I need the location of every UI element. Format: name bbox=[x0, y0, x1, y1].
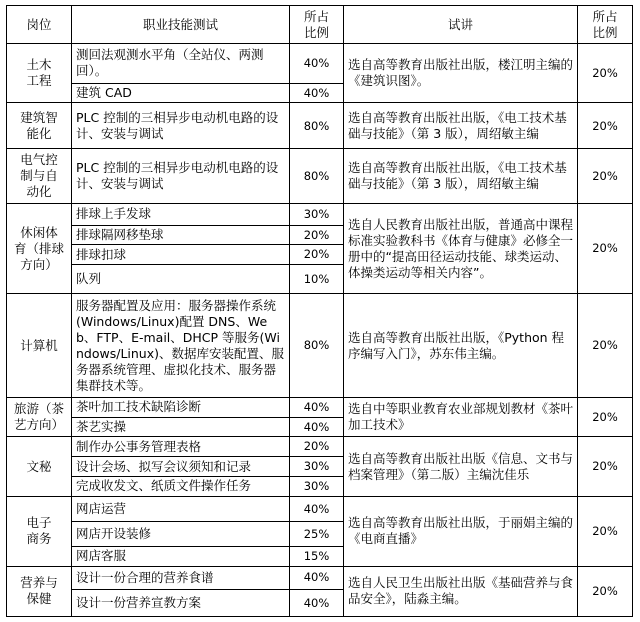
table-body bbox=[7, 44, 633, 617]
skill-ratio-cell: 30% bbox=[290, 477, 344, 497]
header-position: 岗位 bbox=[7, 6, 72, 44]
lecture-ratio-cell: 20% bbox=[578, 149, 633, 203]
table-row bbox=[7, 496, 633, 521]
lecture-ratio-cell: 20% bbox=[578, 437, 633, 496]
skill-ratio-cell: 30% bbox=[290, 457, 344, 477]
lecture-cell: 选自中等职业教育农业部规划教材《茶叶加工技术》 bbox=[344, 397, 578, 437]
position-cell: 土木 工程 bbox=[7, 44, 72, 103]
header-ratio: 所占 比例 bbox=[290, 6, 344, 44]
skill-cell: 设计一份合理的营养食谱 bbox=[72, 566, 290, 589]
table-row bbox=[7, 203, 633, 225]
skill-ratio-cell: 20% bbox=[290, 225, 344, 245]
skill-cell: 排球上手发球 bbox=[72, 203, 290, 225]
lecture-ratio-cell: 20% bbox=[578, 566, 633, 616]
table-row bbox=[7, 44, 633, 84]
table-row bbox=[7, 437, 633, 457]
skill-ratio-cell: 40% bbox=[290, 496, 344, 521]
skill-cell: 建筑 CAD bbox=[72, 83, 290, 103]
position-cell: 文秘 bbox=[7, 437, 72, 496]
lecture-cell: 选自高等教育出版社出版，楼江明主编的《建筑识图》。 bbox=[344, 44, 578, 103]
skill-cell: PLC 控制的三相异步电动机电路的设计、安装与调试 bbox=[72, 103, 290, 149]
skill-ratio-cell: 40% bbox=[290, 83, 344, 103]
lecture-ratio-cell: 20% bbox=[578, 203, 633, 294]
lecture-ratio-cell: 20% bbox=[578, 294, 633, 397]
position-cell: 计算机 bbox=[7, 294, 72, 397]
skill-cell: 设计一份营养宣教方案 bbox=[72, 589, 290, 616]
skill-cell: 制作办公事务管理表格 bbox=[72, 437, 290, 457]
lecture-cell: 选自人民教育出版社出版，普通高中课程标准实验教科书《体育与健康》必修全一册中的“提高田径运动技能、球类运动、体操类运动等相关内容”。 bbox=[344, 203, 578, 294]
skill-cell: 茶艺实操 bbox=[72, 417, 290, 437]
lecture-cell: 选自高等教育出版社出版，《Python 程序编写入门》，苏东伟主编。 bbox=[344, 294, 578, 397]
lecture-ratio-cell: 20% bbox=[578, 44, 633, 103]
position-cell: 休闲体 育（排球 方向） bbox=[7, 203, 72, 294]
skill-cell: 网店运营 bbox=[72, 496, 290, 521]
skill-ratio-cell: 25% bbox=[290, 521, 344, 546]
lecture-ratio-cell: 20% bbox=[578, 103, 633, 149]
skill-cell: 设计会场、拟写会议须知和记录 bbox=[72, 457, 290, 477]
header-row bbox=[7, 6, 633, 44]
skill-ratio-cell: 40% bbox=[290, 44, 344, 84]
skill-ratio-cell: 80% bbox=[290, 103, 344, 149]
skill-cell: 完成收发文、纸质文件操作任务 bbox=[72, 477, 290, 497]
position-cell: 营养与 保健 bbox=[7, 566, 72, 616]
skill-cell: 茶叶加工技术缺陷诊断 bbox=[72, 397, 290, 417]
lecture-cell: 选自高等教育出版社出版，《电工技术基础与技能》（第 3 版），周绍敏主编 bbox=[344, 103, 578, 149]
lecture-cell: 选自高等教育出版社出版，于丽娟主编的《电商直播》 bbox=[344, 496, 578, 566]
skill-ratio-cell: 10% bbox=[290, 265, 344, 294]
skill-ratio-cell: 40% bbox=[290, 397, 344, 417]
skill-cell: 队列 bbox=[72, 265, 290, 294]
lecture-ratio-cell: 20% bbox=[578, 496, 633, 566]
lecture-cell: 选自人民卫生出版社出版《基础营养与食品安全》，陆淼主编。 bbox=[344, 566, 578, 616]
table-row bbox=[7, 397, 633, 417]
skill-ratio-cell: 20% bbox=[290, 245, 344, 265]
lecture-ratio-cell: 20% bbox=[578, 397, 633, 437]
skill-ratio-cell: 40% bbox=[290, 417, 344, 437]
skill-cell: 网店开设装修 bbox=[72, 521, 290, 546]
table-row bbox=[7, 566, 633, 589]
table-row bbox=[7, 103, 633, 149]
position-cell: 电子 商务 bbox=[7, 496, 72, 566]
position-cell: 建筑智 能化 bbox=[7, 103, 72, 149]
skill-cell: 排球扣球 bbox=[72, 245, 290, 265]
lecture-cell: 选自高等教育出版社出版《信息、文书与档案管理》（第二版）主编沈佳乐 bbox=[344, 437, 578, 496]
header-lecture-ratio: 所占 比例 bbox=[578, 6, 633, 44]
skill-ratio-cell: 80% bbox=[290, 149, 344, 203]
position-cell: 旅游（茶 艺方向） bbox=[7, 397, 72, 437]
header-lecture: 试讲 bbox=[344, 6, 578, 44]
skill-cell: PLC 控制的三相异步电动机电路的设计、安装与调试 bbox=[72, 149, 290, 203]
header-skill-test: 职业技能测试 bbox=[72, 6, 290, 44]
exam-content-table bbox=[6, 5, 633, 617]
skill-ratio-cell: 40% bbox=[290, 566, 344, 589]
lecture-cell: 选自高等教育出版社出版，《电工技术基础与技能》（第 3 版），周绍敏主编 bbox=[344, 149, 578, 203]
table-row bbox=[7, 294, 633, 397]
skill-cell: 网店客服 bbox=[72, 547, 290, 567]
skill-ratio-cell: 20% bbox=[290, 437, 344, 457]
skill-ratio-cell: 80% bbox=[290, 294, 344, 397]
skill-ratio-cell: 40% bbox=[290, 589, 344, 616]
skill-ratio-cell: 30% bbox=[290, 203, 344, 225]
table-row bbox=[7, 149, 633, 203]
skill-cell: 排球隔网移垫球 bbox=[72, 225, 290, 245]
skill-ratio-cell: 15% bbox=[290, 547, 344, 567]
skill-cell: 服务器配置及应用：服务器操作系统(Windows/Linux)配置 DNS、Web、FTP、E-mail、DHCP 等服务(Windows/Linux)、数据库安装配置、服务器系统管理、虚拟化技术、服务器集群技术等。 bbox=[72, 294, 290, 397]
skill-cell: 测回法观测水平角（全站仪、两测回）。 bbox=[72, 44, 290, 84]
position-cell: 电气控 制与自 动化 bbox=[7, 149, 72, 203]
